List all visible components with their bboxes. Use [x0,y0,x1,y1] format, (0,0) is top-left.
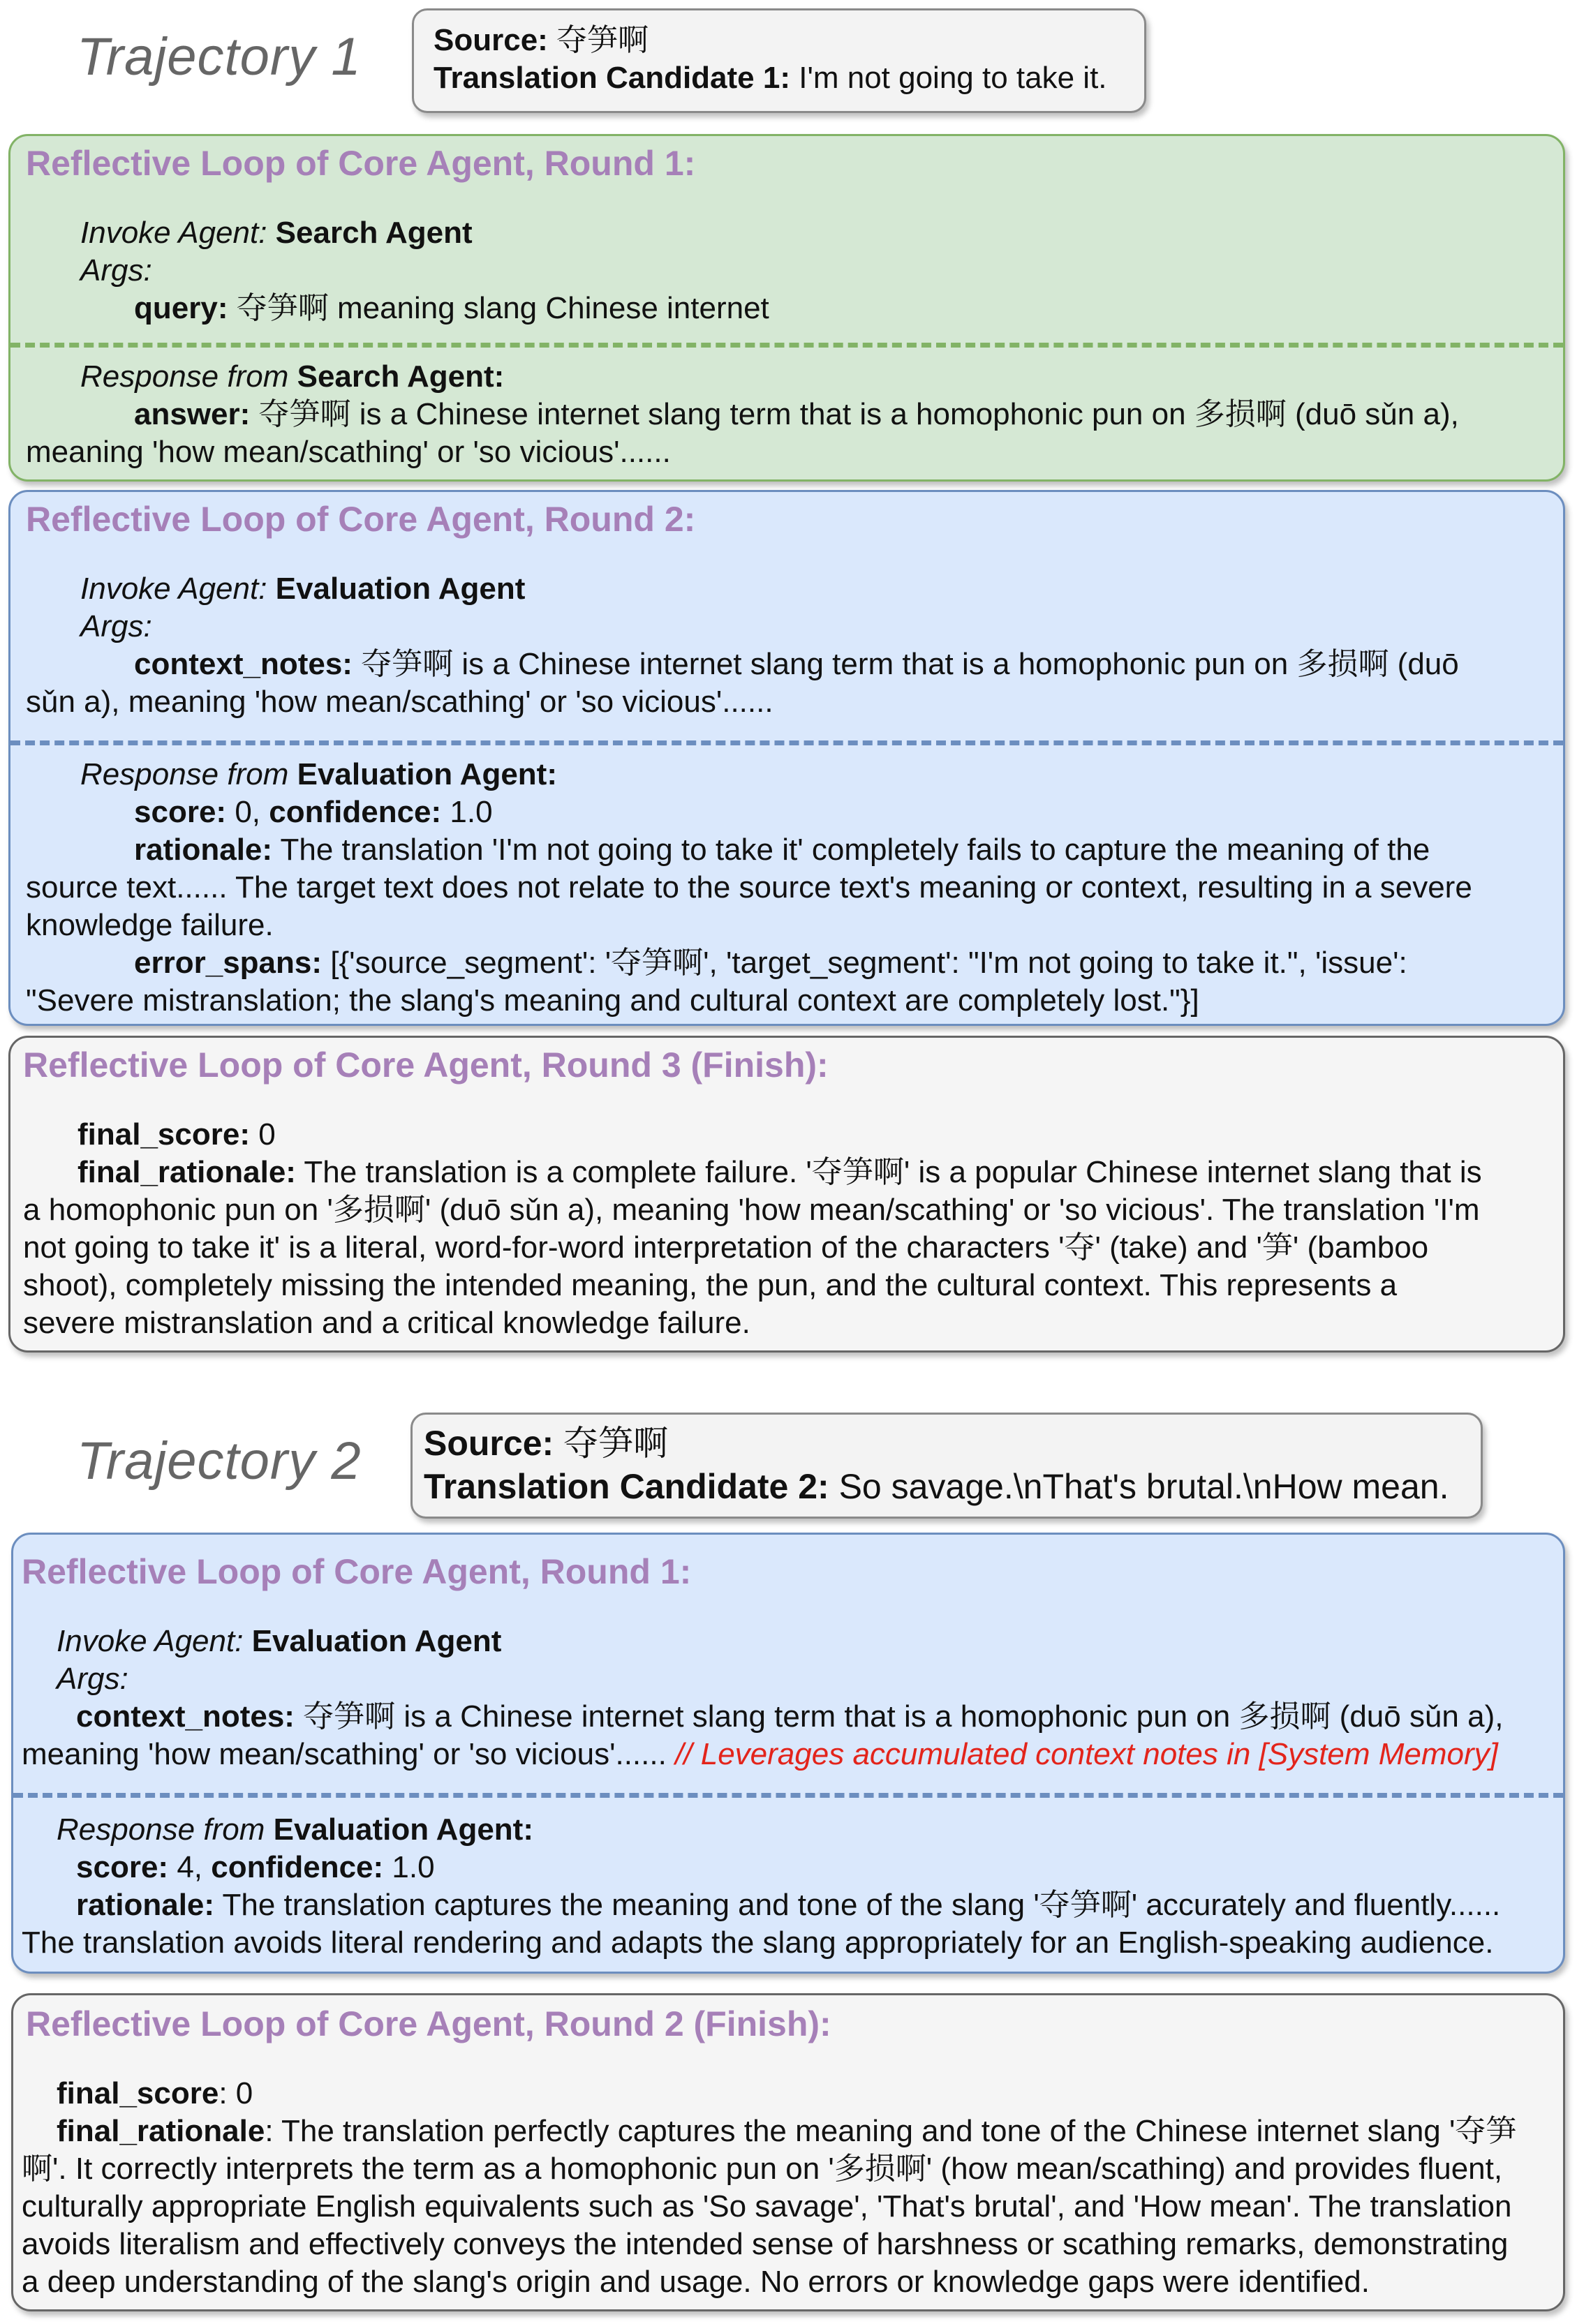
confidence-label: confidence: [269,795,442,829]
trajectory-1-round-2-panel [8,490,1565,1026]
context-text: 夺笋啊 is a Chinese internet slang term that is a homophonic pun on 多损啊 (duō sǔn a), [303,1699,1504,1734]
final-block [23,1116,1550,1342]
answer-label: answer: [134,397,251,431]
candidate-text: I'm not going to take it. [799,61,1107,95]
args-label: Args: [80,609,152,643]
context-label: context_notes: [134,647,353,681]
final-block [22,2075,1555,2301]
final-rationale-text-cont: severe mistranslation and a critical knowledge failure. [23,1306,750,1340]
final-rationale-text: : The translation perfectly captures the meaning and tone of the Chinese internet slang '夺笋 [265,2114,1517,2148]
score-label: score: [134,795,227,829]
rationale-label: rationale: [76,1888,215,1922]
answer-text-cont: meaning 'how mean/scathing' or 'so vicious'...... [26,435,671,469]
final-rationale-label: final_rationale: [77,1155,296,1189]
final-score-value: 0 [258,1117,276,1152]
response-block [22,1811,1555,1962]
trajectory-2-round-1-panel [11,1533,1565,1974]
score-label: score: [76,1850,169,1884]
final-rationale-text-cont: not going to take it' is a literal, word-for-word interpretation of the characters '夺' (take) and '笋' (bamboo [23,1230,1429,1265]
trajectory-1-source-box [412,8,1146,113]
invoke-block [26,570,1548,721]
final-score-label: final_score [57,2076,219,2110]
final-rationale-text-cont: culturally appropriate English equivalents such as 'So savage', 'That's brutal', and 'How mean'. The translation [22,2189,1512,2224]
response-label: Response from [57,1812,265,1847]
invoke-agent: Evaluation Agent [275,572,526,606]
query-label: query: [134,291,228,325]
score-value: 0, [235,795,261,829]
context-text-cont: sǔn a), meaning 'how mean/scathing' or 'so vicious'...... [26,685,773,719]
invoke-label: Invoke Agent: [80,572,267,606]
rationale-text-cont: The translation avoids literal rendering and adapts the slang appropriately for an English-speaking audience. [22,1926,1494,1960]
invoke-block [26,214,1548,327]
rationale-text: The translation 'I'm not going to take it' completely fails to capture the meaning of the [280,833,1430,867]
candidate-label: Translation Candidate 1: [434,61,790,95]
rationale-text-cont: knowledge failure. [26,908,274,942]
final-rationale-text-cont: a homophonic pun on '多损啊' (duō sǔn a), meaning 'how mean/scathing' or 'so vicious'. The translation 'I'm [23,1193,1480,1227]
trajectory-2-round-2-panel [11,1993,1565,2311]
memory-note: // Leverages accumulated context notes in [System Memory] [675,1737,1498,1771]
final-rationale-text-cont: 啊'. It correctly interprets the term as a homophonic pun on '多损啊' (how mean/scathing) and provides fluent, [22,2152,1503,2186]
round-title: Reflective Loop of Core Agent, Round 2 (Finish): [26,2004,831,2043]
confidence-value: 1.0 [450,795,493,829]
final-rationale-label: final_rationale [57,2114,265,2148]
source-label: Source: [434,23,548,57]
final-rationale-text-cont: a deep understanding of the slang's origin and usage. No errors or knowledge gaps were identified. [22,2265,1370,2299]
rationale-text-cont: source text...... The target text does not relate to the source text's meaning or context, resulting in a severe [26,870,1472,904]
section-divider [10,740,1563,745]
candidate-label: Translation Candidate 2: [424,1467,829,1506]
args-label: Args: [57,1662,128,1696]
response-agent: Evaluation Agent: [273,1812,533,1847]
trajectory-1-title: Trajectory 1 [77,27,362,87]
trajectory-1-round-3-panel [8,1036,1565,1353]
invoke-agent: Search Agent [275,216,473,250]
section-divider [10,343,1563,348]
source-text: 夺笋啊 [556,23,649,57]
invoke-block [22,1623,1555,1773]
context-text: 夺笋啊 is a Chinese internet slang term that is a homophonic pun on 多损啊 (duō [361,647,1459,681]
error-spans-text-cont: "Severe mistranslation; the slang's meaning and cultural context are completely lost."}] [26,983,1199,1018]
answer-text: 夺笋啊 is a Chinese internet slang term that is a homophonic pun on 多损啊 (duō sǔn a), [258,397,1459,431]
candidate-text: So savage.\nThat's brutal.\nHow mean. [838,1467,1449,1506]
response-agent: Evaluation Agent: [297,757,557,791]
trajectory-2-title: Trajectory 2 [77,1431,362,1491]
final-rationale-text-cont: avoids literalism and effectively conveys the intended sense of harshness or scathing remarks, demonstrating [22,2227,1509,2261]
args-label: Args: [80,253,152,288]
final-rationale-text: The translation is a complete failure. '夺笋啊' is a popular Chinese internet slang that is [304,1155,1482,1189]
error-spans-label: error_spans: [134,946,323,980]
invoke-label: Invoke Agent: [80,216,267,250]
context-label: context_notes: [76,1699,295,1734]
trajectory-2-source-box [410,1413,1483,1519]
trajectory-1-round-1-panel [8,134,1565,482]
source-text: 夺笋啊 [563,1424,669,1463]
response-label: Response from [80,757,289,791]
round-title: Reflective Loop of Core Agent, Round 3 (Finish): [23,1045,829,1085]
response-block [26,756,1548,1020]
final-score-value: : 0 [219,2076,253,2110]
round-title: Reflective Loop of Core Agent, Round 2: [26,500,696,539]
final-rationale-text-cont: shoot), completely missing the intended meaning, the pun, and the cultural context. This represents a [23,1268,1398,1302]
final-score-label: final_score: [77,1117,250,1152]
response-label: Response from [80,359,289,394]
error-spans-text: [{'source_segment': '夺笋啊', 'target_segment': "I'm not going to take it.", 'issue': [330,946,1407,980]
round-title: Reflective Loop of Core Agent, Round 1: [22,1552,692,1591]
context-text-cont: meaning 'how mean/scathing' or 'so vicious'...... [22,1737,667,1771]
round-title: Reflective Loop of Core Agent, Round 1: [26,144,696,183]
response-block [26,358,1548,471]
invoke-label: Invoke Agent: [57,1624,244,1658]
rationale-label: rationale: [134,833,273,867]
invoke-agent: Evaluation Agent [251,1624,502,1658]
response-agent: Search Agent: [297,359,505,394]
score-value: 4, [177,1850,203,1884]
confidence-label: confidence: [211,1850,384,1884]
query-text: 夺笋啊 meaning slang Chinese internet [236,291,769,325]
section-divider [13,1793,1563,1798]
rationale-text: The translation captures the meaning and tone of the slang '夺笋啊' accurately and fluently...... [222,1888,1501,1922]
confidence-value: 1.0 [392,1850,435,1884]
source-label: Source: [424,1424,554,1463]
